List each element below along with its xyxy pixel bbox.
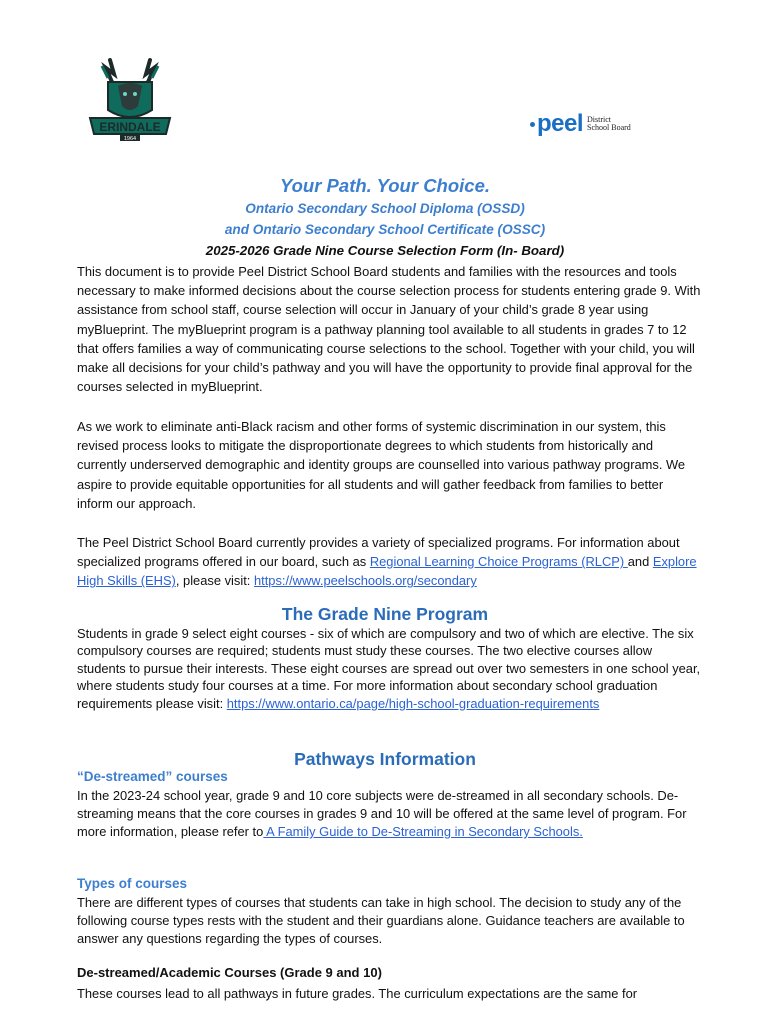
grade-nine-paragraph (77, 625, 702, 712)
svg-text:ERINDALE: ERINDALE (99, 120, 161, 134)
peel-sub-line2: School Board (587, 123, 631, 132)
programs-paragraph (77, 533, 702, 591)
destreamed-heading: “De-streamed” courses (77, 769, 228, 784)
programs-text-2: and (627, 554, 653, 570)
programs-text-1: The Peel District School Board currently provides a variety of specialized programs. For information about specialized programs offered in our board, such as (77, 535, 680, 570)
svg-text:1964: 1964 (123, 136, 137, 142)
programs-text-3: , please visit: (175, 573, 254, 589)
graduation-requirements-link[interactable]: https://www.ontario.ca/page/high-school-graduation-requirements (226, 695, 600, 711)
document-title: Your Path. Your Choice. (279, 175, 491, 196)
subtitle-ossd: Ontario Secondary School Diploma (OSSD) (245, 201, 525, 216)
course-types-paragraph: There are different types of courses that students can take in high school. The decision to study any of the following course types rests with the student and their guardians alone. Guidance teachers are available to answer any questions regarding the types of courses. (77, 895, 685, 946)
school-logo (84, 52, 176, 144)
peel-subtitle (587, 116, 631, 132)
erindale-deer-logo-icon (84, 52, 176, 144)
grade-nine-text: Students in grade 9 select eight courses - six of which are compulsory and two of which are elective. The six compulsory courses are required; students must study these courses. The two elective courses allow students to pursue their interests. These eight courses are spread out over two semesters in one school year, where students study four courses at a time. For more information about secondary school graduation requirements please visit: (77, 626, 701, 711)
destreamed-paragraph (77, 787, 702, 841)
ehs-link[interactable]: Explore High Skills (EHS) (77, 554, 697, 589)
grade-nine-heading: The Grade Nine Program (281, 604, 489, 624)
peel-sub-line1: District (587, 115, 612, 124)
destreaming-guide-link[interactable]: A Family Guide to De-Streaming in Secondary Schools. (263, 824, 583, 839)
peel-wordmark: peel (537, 110, 584, 137)
academic-courses-heading: De-streamed/Academic Courses (Grade 9 and 10) (77, 965, 382, 980)
rlcp-link[interactable]: Regional Learning Choice Programs (RLCP) (369, 554, 628, 570)
pathways-heading: Pathways Information (294, 749, 476, 769)
destreamed-text: In the 2023-24 school year, grade 9 and 10 core subjects were de-streamed in all secondary schools. De-streaming means that the core courses in grades 9 and 10 will be offered at the same level of program. For more information, please refer to (77, 788, 687, 839)
equity-paragraph: As we work to eliminate anti-Black racism and other forms of systemic discrimination in our system, this revised process looks to mitigate the disproportionate degrees to which students from historically and currently underserved demographic and identity groups are counselled into various pathway programs. We aspire to provide equitable opportunities for all students and will gather feedback from families to better inform our approach. (77, 419, 686, 511)
subtitle-form-name: 2025-2026 Grade Nine Course Selection Form (In- Board) (205, 243, 565, 258)
academic-courses-paragraph: These courses lead to all pathways in future grades. The curriculum expectations are the same for (77, 986, 638, 1001)
course-types-heading: Types of courses (77, 876, 188, 891)
subtitle-ossc: and Ontario Secondary School Certificate (OSSC) (224, 222, 546, 237)
peelschools-secondary-link[interactable]: https://www.peelschools.org/secondary (253, 573, 477, 589)
peel-dot-icon (530, 122, 535, 127)
peel-board-logo (530, 108, 631, 140)
intro-paragraph: This document is to provide Peel District School Board students and families with the resources and tools necessary to make informed decisions about the course selection process for students entering grade 9. With assistance from school staff, course selection will occur in January of your child’s grade 8 year using myBlueprint. The myBlueprint program is a pathway planning tool available to all students in grades 7 to 12 that offers families a way of communicating course selections to the school. Together with your child, you will make all decisions for your child’s pathway and you will have the opportunity to provide final approval for the courses selected in myBlueprint. (77, 264, 701, 395)
